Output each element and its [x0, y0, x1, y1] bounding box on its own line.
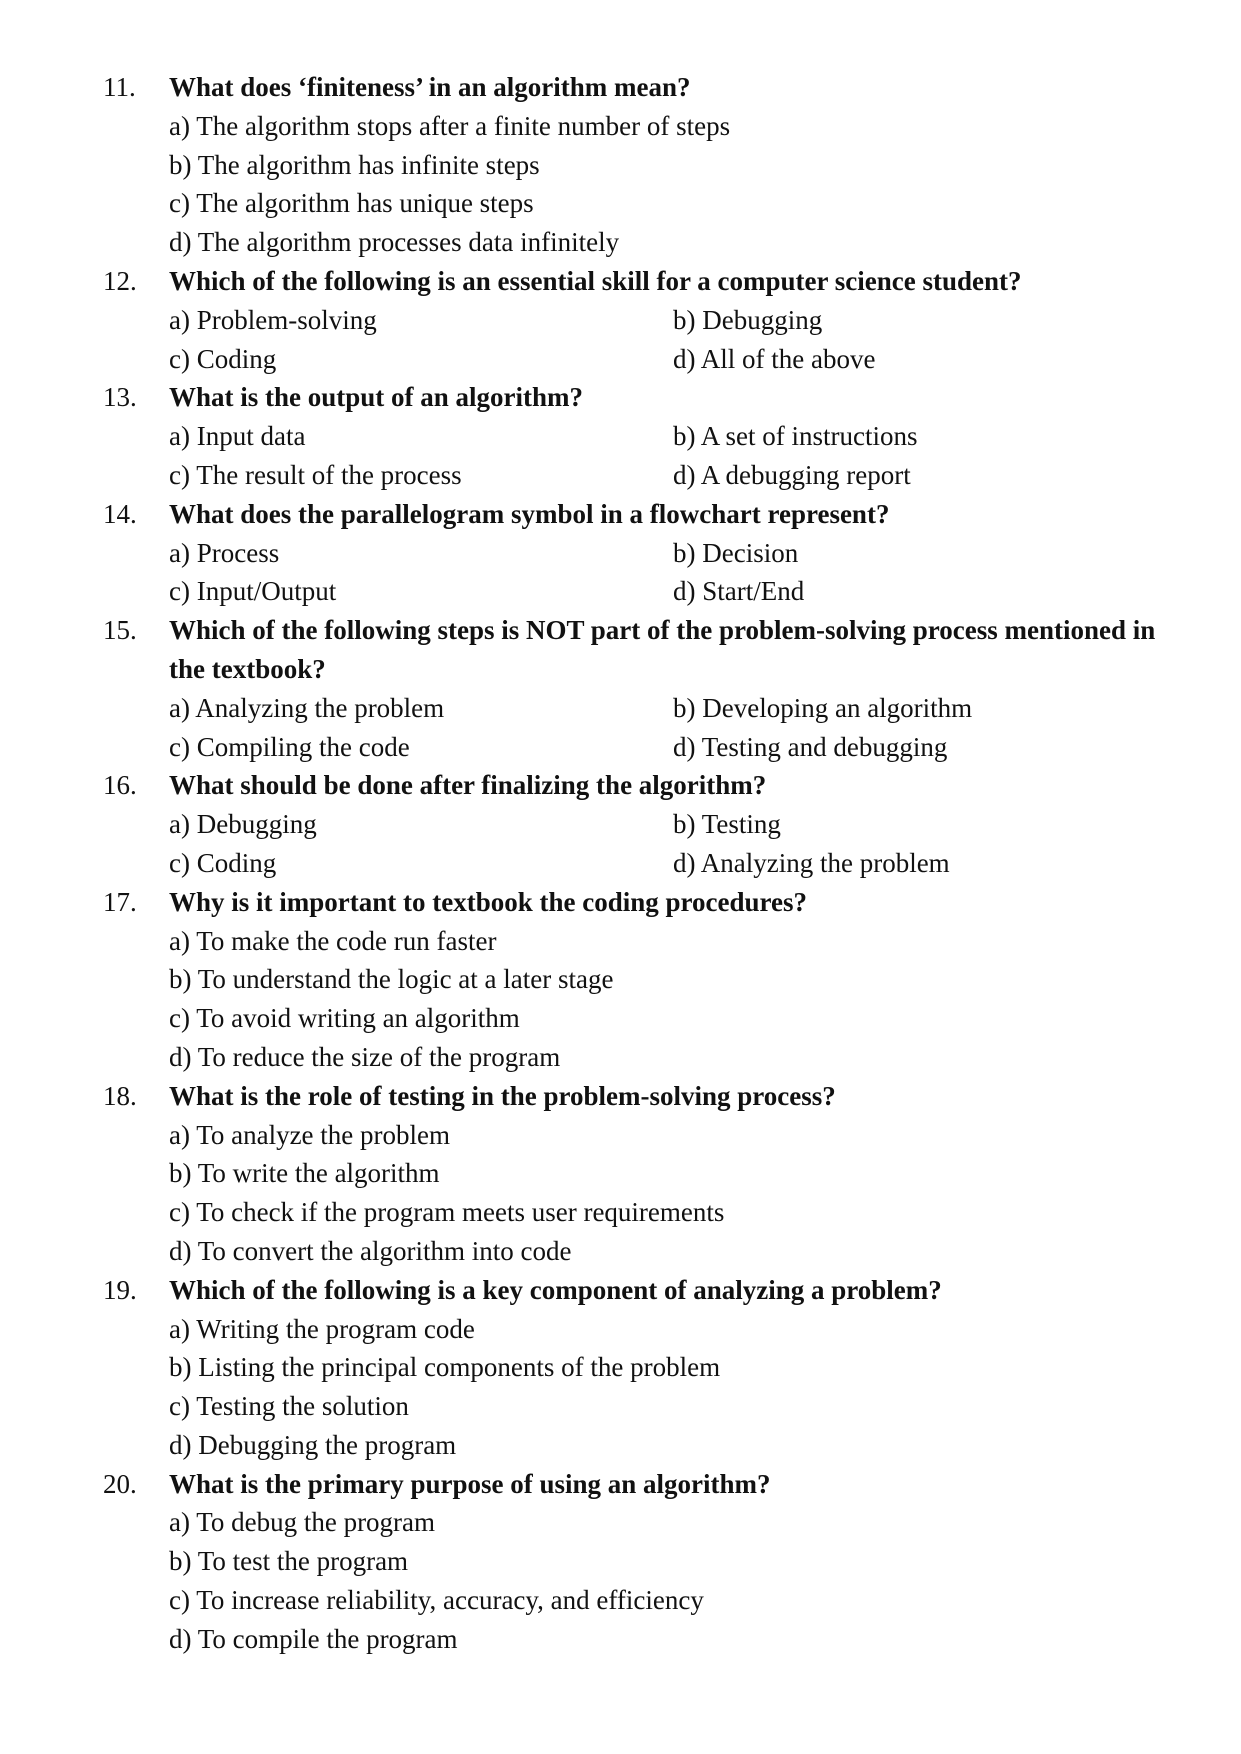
option-c: c) Compiling the code	[169, 731, 410, 762]
option-c: c) The algorithm has unique steps	[169, 188, 534, 219]
question-sheet	[0, 68, 1241, 1659]
option-d: d) All of the above	[673, 343, 876, 374]
question-number: 15.	[103, 615, 137, 646]
question-16	[0, 766, 1241, 882]
option-a: a) Input data	[169, 421, 306, 452]
question-11	[0, 68, 1241, 262]
option-d: d) Debugging the program	[169, 1429, 457, 1460]
question-20	[0, 1465, 1241, 1659]
option-d: d) Start/End	[673, 576, 805, 607]
option-c: c) To avoid writing an algorithm	[169, 1003, 520, 1034]
question-17	[0, 883, 1241, 1077]
question-text: 17. Why is it important to textbook the coding procedures?	[0, 883, 1241, 922]
question-number: 19.	[103, 1274, 137, 1305]
question-text: 16. What should be done after finalizing the algorithm?	[0, 766, 1241, 805]
option-c: c) Input/Output	[169, 576, 337, 607]
question-number: 14.	[103, 498, 137, 529]
question-number: 11.	[103, 72, 136, 102]
option-a: a) Debugging	[169, 809, 317, 840]
option-a: a) The algorithm stops after a finite number of steps	[169, 110, 731, 141]
option-b: b) Developing an algorithm	[673, 692, 973, 723]
option-b: b) Debugging	[673, 304, 823, 335]
option-c: c) Coding	[169, 847, 277, 878]
option-a: a) To debug the program	[169, 1507, 436, 1538]
option-d: d) To convert the algorithm into code	[169, 1235, 572, 1266]
option-d: d) The algorithm processes data infinitely	[169, 227, 620, 258]
option-c: c) The result of the process	[169, 459, 462, 490]
question-text: 15. Which of the following steps is NOT part of the problem-solving process mentioned in the textbook?	[0, 611, 1241, 689]
option-c: c) To increase reliability, accuracy, and efficiency	[169, 1585, 704, 1616]
option-c: c) Coding	[169, 343, 277, 374]
option-list	[0, 107, 1241, 262]
option-list	[0, 1503, 1241, 1658]
option-list	[0, 922, 1241, 1077]
option-d: d) Testing and debugging	[673, 731, 948, 762]
option-grid	[0, 805, 1241, 883]
question-number: 12.	[103, 265, 137, 296]
question-text: 13. What is the output of an algorithm?	[0, 378, 1241, 417]
option-b: b) To understand the logic at a later stage	[169, 964, 614, 995]
option-d: d) Analyzing the problem	[673, 847, 950, 878]
option-d: d) To reduce the size of the program	[169, 1041, 561, 1072]
option-c: c) To check if the program meets user requirements	[169, 1197, 725, 1228]
question-text: 18. What is the role of testing in the problem-solving process?	[0, 1077, 1241, 1116]
option-b: b) To write the algorithm	[169, 1158, 440, 1189]
option-b: b) A set of instructions	[673, 421, 918, 452]
option-d: d) A debugging report	[673, 459, 911, 490]
question-text: 11. What does ‘finiteness’ in an algorithm mean?	[0, 68, 1241, 107]
question-text: 19. Which of the following is a key component of analyzing a problem?	[0, 1271, 1241, 1310]
question-19	[0, 1271, 1241, 1465]
option-a: a) To analyze the problem	[169, 1119, 450, 1150]
question-14	[0, 495, 1241, 611]
option-a: a) Analyzing the problem	[169, 692, 445, 723]
question-number: 20.	[103, 1468, 137, 1499]
option-a: a) Problem-solving	[169, 304, 377, 335]
question-15	[0, 611, 1241, 766]
option-a: a) Writing the program code	[169, 1313, 475, 1344]
question-number: 17.	[103, 886, 137, 917]
question-text: 20. What is the primary purpose of using an algorithm?	[0, 1465, 1241, 1504]
option-b: b) Listing the principal components of the problem	[169, 1352, 721, 1383]
option-b: b) Decision	[673, 537, 799, 568]
option-c: c) Testing the solution	[169, 1391, 409, 1422]
option-list	[0, 1310, 1241, 1465]
option-b: b) Testing	[673, 809, 781, 840]
option-grid	[0, 417, 1241, 495]
question-13	[0, 378, 1241, 494]
option-grid	[0, 689, 1241, 767]
option-b: b) To test the program	[169, 1546, 409, 1577]
option-grid	[0, 301, 1241, 379]
option-d: d) To compile the program	[169, 1623, 458, 1654]
option-grid	[0, 534, 1241, 612]
option-a: a) To make the code run faster	[169, 925, 497, 956]
question-number: 13.	[103, 382, 137, 413]
question-text: 14. What does the parallelogram symbol in a flowchart represent?	[0, 495, 1241, 534]
option-a: a) Process	[169, 537, 280, 568]
question-number: 16.	[103, 770, 137, 801]
question-18	[0, 1077, 1241, 1271]
option-list	[0, 1116, 1241, 1271]
question-text: 12. Which of the following is an essential skill for a computer science student?	[0, 262, 1241, 301]
question-12	[0, 262, 1241, 378]
question-number: 18.	[103, 1080, 137, 1111]
option-b: b) The algorithm has infinite steps	[169, 149, 540, 180]
